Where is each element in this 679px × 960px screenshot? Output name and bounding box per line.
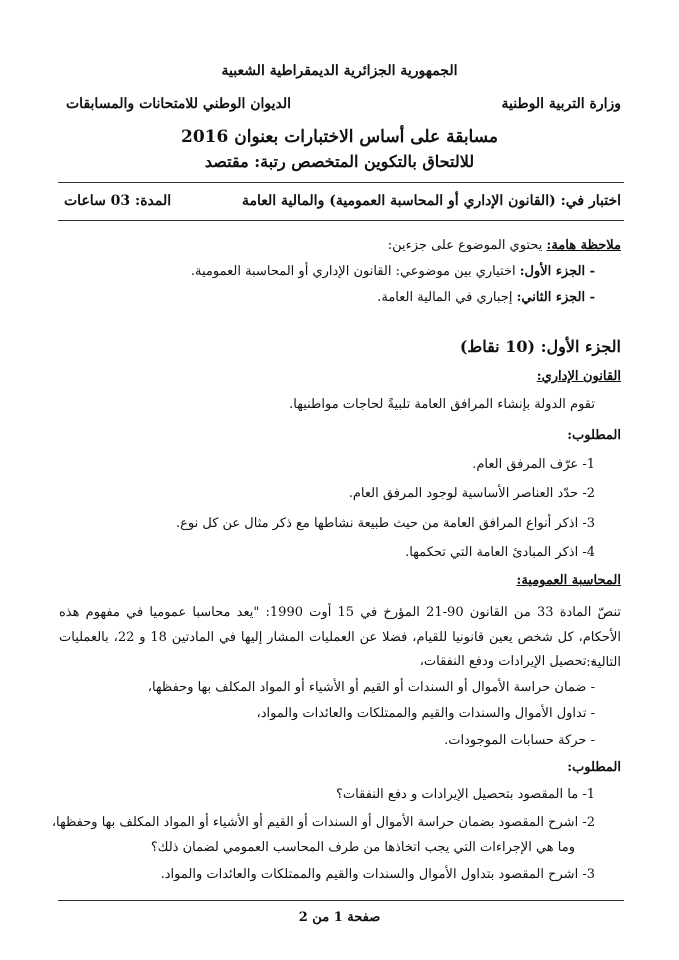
accounting-heading: المحاسبة العمومية:: [516, 573, 621, 588]
accounting-bullet-3: - تداول الأموال والسندات والقيم والممتلكات والعائدات والمواد،: [256, 706, 595, 721]
divider-top: [58, 182, 624, 183]
exam-duration: المدة: 03 ساعات: [64, 193, 172, 209]
accounting-bullet-4: - حركة حسابات الموجودات.: [444, 733, 595, 748]
accounting-q2: 2- اشرح المقصود بضمان حراسة الأموال أو السندات أو القيم أو الأشياء أو المواد المكلف بها وحفظها،: [51, 815, 595, 830]
accounting-q2-continued: وما هي الإجراءات التي يجب اتخاذها من طرف المحاسب العمومي لضمان ذلك؟: [150, 840, 575, 855]
accounting-bullet-2: - ضمان حراسة الأموال أو السندات أو القيم أو الأشياء أو المواد المكلف بها وحفظها،: [147, 680, 595, 695]
ministry-name: وزارة التربية الوطنية: [501, 96, 621, 112]
note-heading: ملاحظة هامة:: [546, 238, 621, 253]
note-part2-label: - الجزء الثاني:: [516, 290, 595, 305]
note-part2: [377, 290, 595, 305]
note-part1: [191, 264, 595, 279]
admin-law-intro: تقوم الدولة بإنشاء المرافق العامة تلبيةً لحاجات مواطنيها.: [289, 397, 595, 412]
divider-subject: [58, 220, 624, 221]
accounting-required: المطلوب:: [567, 760, 621, 775]
exam-subject: اختبار في: (القانون الإداري أو المحاسبة العمومية) والمالية العامة: [242, 193, 621, 209]
admin-law-required: المطلوب:: [567, 428, 621, 443]
accounting-paragraph: تنصّ المادة 33 من القانون 90-21 المؤرخ في 15 أوت 1990: "يعد محاسبا عموميا في مفهوم هذه الأحكام، كل شخص يعين قانونيا للقيام، فضلا عن العمليات المشار إليها في المادتين 18 و 22، بالعمليات التالية:: [59, 605, 622, 670]
note-line: [388, 238, 621, 253]
accounting-q1: 1- ما المقصود بتحصيل الإيرادات و دفع النفقات؟: [336, 787, 595, 802]
office-name: الديوان الوطني للامتحانات والمسابقات: [66, 96, 292, 112]
note-text: يحتوي الموضوع على جزءين:: [387, 238, 543, 253]
admin-law-q4: 4- اذكر المبادئ العامة التي تحكمها.: [405, 545, 595, 560]
contest-subtitle: للالتحاق بالتكوين المتخصص رتبة: مقتصد: [204, 152, 475, 171]
page-number: صفحة 1 من 2: [298, 910, 381, 925]
accounting-bullet-1: - تحصيل الإيرادات ودفع النفقات،: [419, 654, 595, 669]
admin-law-heading: القانون الإداري:: [536, 369, 621, 384]
admin-law-q1: 1- عرّف المرفق العام.: [472, 457, 595, 472]
part1-title: الجزء الأول: (10 نقاط): [459, 337, 621, 356]
accounting-q3: 3- اشرح المقصود بتداول الأموال والسندات والقيم والممتلكات والعائدات والمواد.: [160, 867, 595, 882]
note-part1-label: - الجزء الأول:: [519, 264, 595, 279]
admin-law-q2: 2- حدّد العناصر الأساسية لوجود المرفق العام.: [348, 486, 595, 501]
note-part2-text: إجباري في المالية العامة.: [377, 290, 513, 305]
republic-title: الجمهورية الجزائرية الديمقراطية الشعبية: [221, 63, 458, 79]
divider-footer: [58, 900, 624, 901]
contest-title: مسابقة على أساس الاختبارات بعنوان 2016: [180, 127, 498, 147]
note-part1-text: اختياري بين موضوعي: القانون الإداري أو المحاسبة العمومية.: [190, 264, 516, 279]
admin-law-q3: 3- اذكر أنواع المرافق العامة من حيث طبيعة نشاطها مع ذكر مثال عن كل نوع.: [176, 516, 595, 531]
